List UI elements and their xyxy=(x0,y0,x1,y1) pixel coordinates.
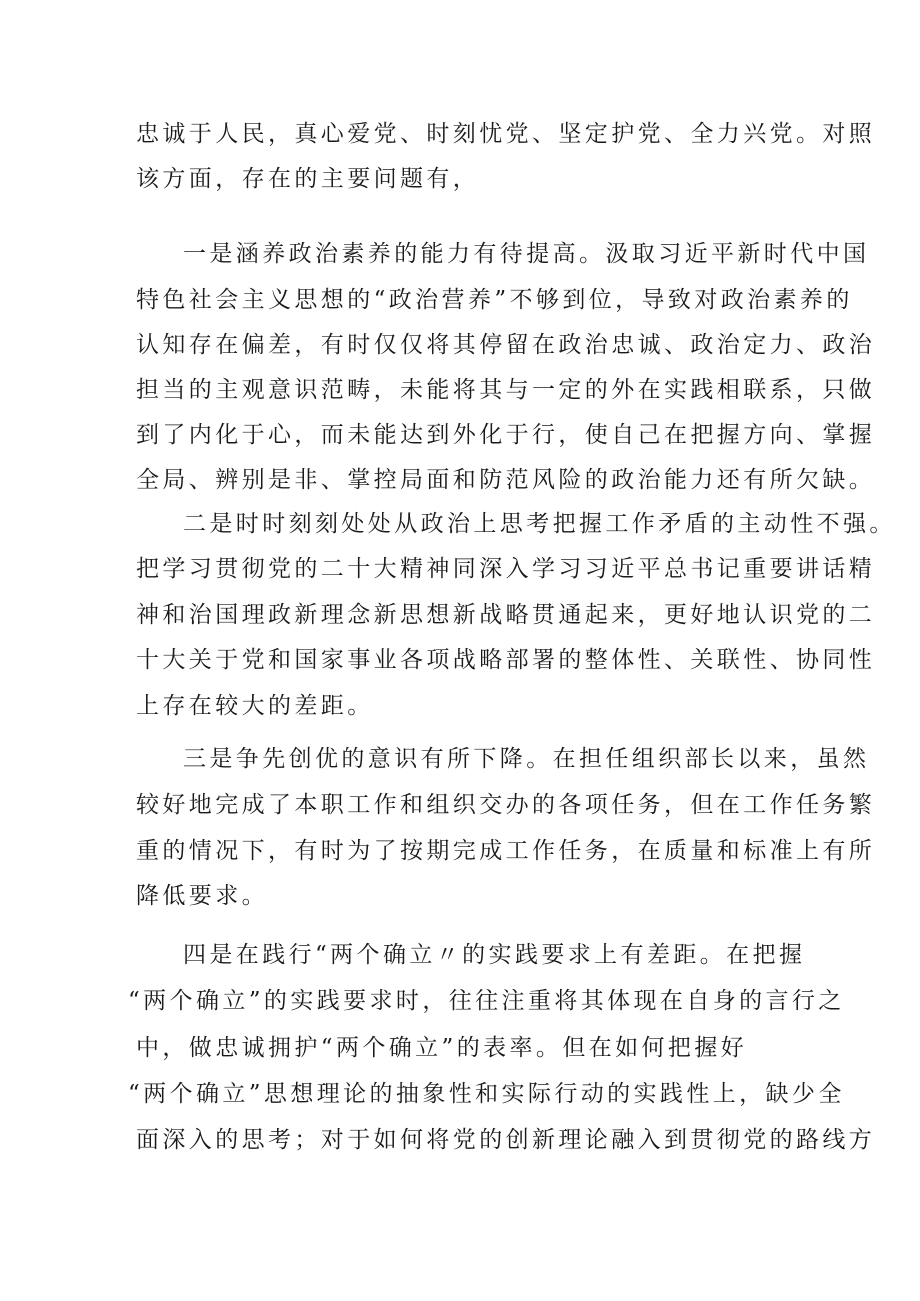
text-line: 把学习贯彻党的二十大精神同深入学习习近平总书记重要讲话精 xyxy=(136,556,876,582)
text-line: 十大关于党和国家事业各项战略部署的整体性、关联性、协同性 xyxy=(136,647,876,673)
text-line: 重的情况下，有时为了按期完成工作任务，在质量和标准上有所 xyxy=(136,838,876,864)
text-line: “两个确立”的实践要求时，往往注重将其体现在自身的言行之 xyxy=(128,988,845,1014)
text-line: 降低要求。 xyxy=(136,883,268,909)
paragraph-1-start: 一是涵养政治素养的能力有待提高。汲取习近平新时代中国 xyxy=(183,241,870,267)
text-line: 到了内化于心，而未能达到外化于行，使自己在把握方向、掌握 xyxy=(136,422,876,448)
paragraph-2-start: 二是时时刻刻处处从政治上思考把握工作矛盾的主动性不强。 xyxy=(183,511,896,537)
text-line: 特色社会主义思想的“政治营养”不够到位，导致对政治素养的 xyxy=(136,287,853,313)
paragraph-3-start: 三是争先创优的意识有所下降。在担任组织部长以来，虽然 xyxy=(183,746,870,772)
text-line: 神和治国理政新理念新思想新战略贯通起来，更好地认识党的二 xyxy=(136,602,876,628)
text-line: 全局、辨别是非、掌控局面和防范风险的政治能力还有所欠缺。 xyxy=(136,467,876,493)
text-line: 面深入的思考；对于如何将党的创新理论融入到贯彻党的路线方 xyxy=(136,1127,876,1153)
text-line: 担当的主观意识范畴，未能将其与一定的外在实践相联系，只做 xyxy=(136,377,876,403)
text-line: 较好地完成了本职工作和组织交办的各项任务，但在工作任务繁 xyxy=(136,792,876,818)
text-line: 认知存在偏差，有时仅仅将其停留在政治忠诚、政治定力、政治 xyxy=(136,332,876,358)
text-line: 上存在较大的差距。 xyxy=(136,693,374,719)
paragraph-4-start: 四是在践行“两个确立〃的实践要求上有差距。在把握 xyxy=(183,942,806,968)
text-line: 该方面，存在的主要问题有， xyxy=(136,166,480,192)
text-line: 中，做忠诚拥护“两个确立”的表率。但在如何把握好 xyxy=(136,1035,748,1061)
text-line: 忠诚于人民，真心爱党、时刻忧党、坚定护党、全力兴党。对照 xyxy=(136,121,876,147)
text-line: “两个确立”思想理论的抽象性和实际行动的实践性上，缺少全 xyxy=(128,1081,845,1107)
